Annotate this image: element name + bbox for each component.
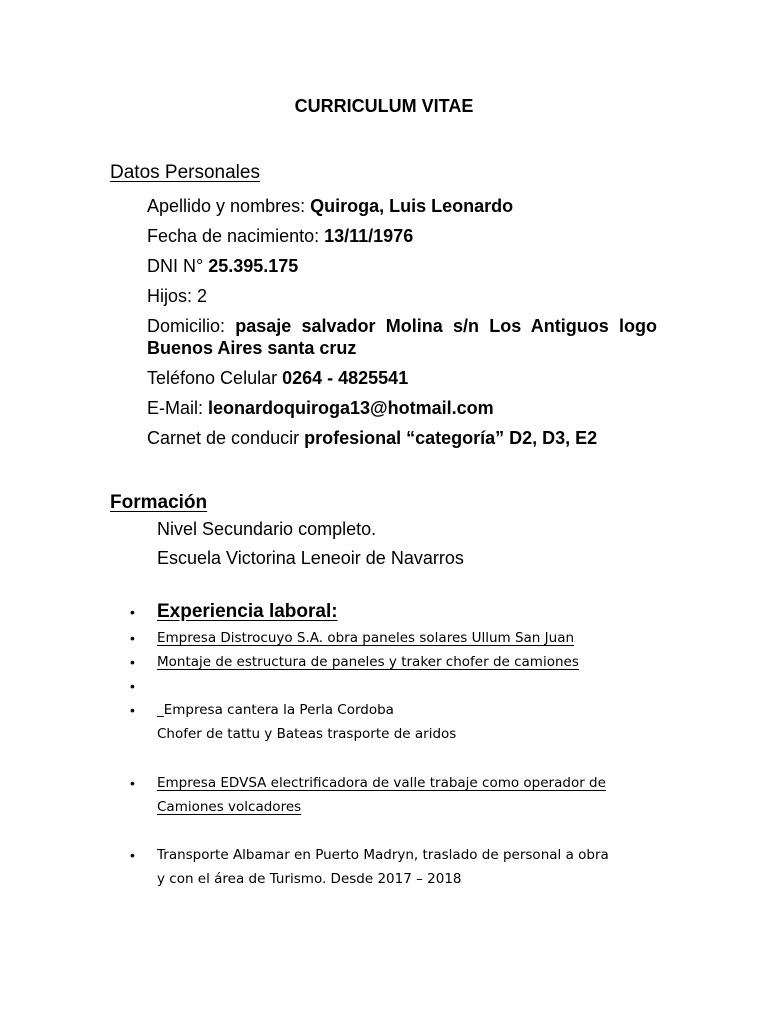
bullet-icon: • bbox=[130, 847, 135, 863]
email-value: leonardoquiroga13@hotmail.com bbox=[208, 398, 494, 418]
experience-item-detail: Chofer de tattu y Bateas trasporte de aridos bbox=[157, 726, 457, 742]
education-heading: Formación bbox=[110, 492, 208, 513]
name-value: Quiroga, Luis Leonardo bbox=[310, 196, 514, 216]
license-line bbox=[147, 427, 657, 449]
name-label: Apellido y nombres: bbox=[147, 196, 311, 216]
document-title: CURRICULUM VITAE bbox=[294, 96, 474, 116]
license-label: Carnet de conducir bbox=[147, 428, 305, 448]
address-value: pasaje salvador Molina s/n Los Antiguos logo Buenos Aires santa cruz bbox=[147, 316, 657, 358]
address-line bbox=[147, 315, 657, 359]
birth-line bbox=[147, 225, 413, 247]
experience-item: Empresa EDVSA electrificadora de valle trabaje como operador de bbox=[157, 775, 606, 791]
experience-item: Empresa Distrocuyo S.A. obra paneles solares Ullum San Juan bbox=[157, 630, 575, 646]
phone-label: Teléfono Celular bbox=[147, 368, 283, 388]
experience-item-detail: y con el área de Turismo. Desde 2017 – 2018 bbox=[157, 871, 462, 887]
bullet-icon: • bbox=[130, 775, 135, 791]
bullet-icon: • bbox=[130, 678, 135, 694]
experience-item: Montaje de estructura de paneles y traker chofer de camiones bbox=[157, 654, 579, 670]
dni-value: 25.395.175 bbox=[208, 256, 299, 276]
experience-heading: Experiencia laboral: bbox=[157, 601, 338, 622]
phone-value: 0264 - 4825541 bbox=[282, 368, 409, 388]
children-line: Hijos: 2 bbox=[147, 286, 208, 306]
birth-label: Fecha de nacimiento: bbox=[147, 226, 325, 246]
bullet-icon: • bbox=[130, 654, 135, 670]
experience-item: Transporte Albamar en Puerto Madryn, traslado de personal a obra bbox=[157, 847, 609, 863]
education-level: Nivel Secundario completo. bbox=[157, 519, 377, 539]
experience-item: _Empresa cantera la Perla Cordoba bbox=[157, 702, 394, 718]
email-label: E-Mail: bbox=[147, 398, 209, 418]
license-value: profesional “categoría” D2, D3, E2 bbox=[304, 428, 598, 448]
bullet-icon: • bbox=[130, 604, 135, 620]
address-label: Domicilio: bbox=[147, 316, 236, 336]
birth-value: 13/11/1976 bbox=[324, 226, 414, 246]
bullet-icon: • bbox=[130, 630, 135, 646]
phone-line bbox=[147, 367, 408, 389]
dni-line bbox=[147, 255, 298, 277]
personal-data-heading: Datos Personales bbox=[110, 162, 260, 183]
dni-label: DNI N° bbox=[147, 256, 209, 276]
experience-item-detail: Camiones volcadores bbox=[157, 799, 302, 815]
education-school: Escuela Victorina Leneoir de Navarros bbox=[157, 548, 464, 568]
bullet-icon: • bbox=[130, 702, 135, 718]
email-line bbox=[147, 397, 494, 419]
name-line bbox=[147, 195, 513, 217]
